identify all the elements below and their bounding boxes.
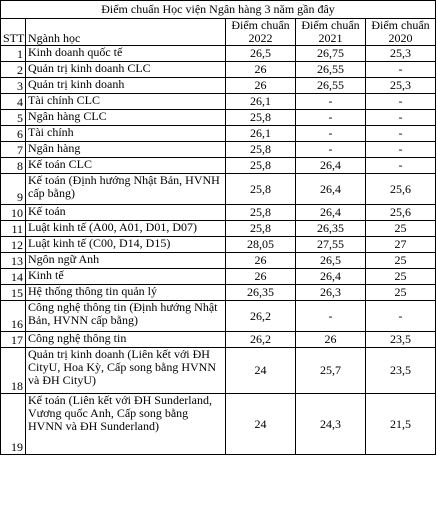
table-row [1, 237, 436, 253]
row-major: Ngân hàng CLC [26, 110, 226, 126]
row-stt: 12 [1, 237, 26, 253]
row-score-2022: 26 [226, 253, 296, 269]
row-score-2021: - [296, 110, 366, 126]
row-score-2020: 25,6 [366, 205, 436, 221]
row-score-2022: 26,1 [226, 94, 296, 110]
row-score-2020: 25,3 [366, 78, 436, 94]
table-row [1, 253, 436, 269]
row-score-2021: 26,4 [296, 269, 366, 285]
header-2021: Điểm chuẩn 2021 [296, 19, 366, 46]
row-stt: 17 [1, 332, 26, 348]
row-stt: 10 [1, 205, 26, 221]
row-score-2020: - [366, 126, 436, 142]
row-score-2022: 25,8 [226, 174, 296, 205]
row-score-2022: 25,8 [226, 221, 296, 237]
header-2022: Điểm chuẩn 2022 [226, 19, 296, 46]
header-major: Ngành học [26, 19, 226, 46]
header-2020: Điểm chuẩn 2020 [366, 19, 436, 46]
row-stt: 9 [1, 174, 26, 205]
row-score-2022: 25,8 [226, 110, 296, 126]
row-score-2021: 26,55 [296, 78, 366, 94]
row-major: Kế toán [26, 205, 226, 221]
row-major: Kinh tế [26, 269, 226, 285]
row-major: Công nghệ thông tin [26, 332, 226, 348]
table-row [1, 285, 436, 301]
row-stt: 16 [1, 301, 26, 332]
row-score-2021: 27,55 [296, 237, 366, 253]
row-score-2020: - [366, 158, 436, 174]
row-stt: 3 [1, 78, 26, 94]
row-score-2021: 26,3 [296, 285, 366, 301]
row-major: Tài chính CLC [26, 94, 226, 110]
row-stt: 15 [1, 285, 26, 301]
row-score-2022: 26,2 [226, 301, 296, 332]
row-score-2021: 26,4 [296, 205, 366, 221]
row-stt: 4 [1, 94, 26, 110]
table-title: Điểm chuẩn Học viện Ngân hàng 3 năm gần đây [1, 1, 436, 19]
row-score-2020: - [366, 110, 436, 126]
row-score-2022: 24 [226, 348, 296, 394]
row-score-2021: 26,55 [296, 62, 366, 78]
table-row [1, 221, 436, 237]
table-row [1, 332, 436, 348]
row-stt: 1 [1, 46, 26, 62]
row-stt: 5 [1, 110, 26, 126]
row-score-2020: - [366, 142, 436, 158]
table-row [1, 301, 436, 332]
row-score-2021: 26,75 [296, 46, 366, 62]
row-score-2021: 26 [296, 332, 366, 348]
row-major: Quản trị kinh doanh CLC [26, 62, 226, 78]
table-row [1, 158, 436, 174]
table-row [1, 269, 436, 285]
row-score-2022: 26 [226, 269, 296, 285]
row-score-2020: 23,5 [366, 348, 436, 394]
row-score-2022: 24 [226, 394, 296, 455]
row-score-2020: - [366, 301, 436, 332]
row-score-2020: 25,6 [366, 174, 436, 205]
row-stt: 11 [1, 221, 26, 237]
row-stt: 13 [1, 253, 26, 269]
row-score-2022: 26,35 [226, 285, 296, 301]
row-score-2020: 27 [366, 237, 436, 253]
table-body [1, 46, 436, 455]
row-major: Kế toán (Liên kết với ĐH Sunderland, Vương quốc Anh, Cấp song bằng HVNN và ĐH Sunderland) [26, 394, 226, 455]
row-score-2021: - [296, 126, 366, 142]
row-score-2020: 25,3 [366, 46, 436, 62]
row-score-2021: - [296, 301, 366, 332]
row-major: Tài chính [26, 126, 226, 142]
row-score-2022: 26,5 [226, 46, 296, 62]
row-score-2020: 25 [366, 269, 436, 285]
row-stt: 18 [1, 348, 26, 394]
row-score-2020: 21,5 [366, 394, 436, 455]
table-row [1, 62, 436, 78]
row-score-2021: 26,35 [296, 221, 366, 237]
row-score-2020: - [366, 94, 436, 110]
row-score-2022: 28,05 [226, 237, 296, 253]
row-score-2022: 26,2 [226, 332, 296, 348]
row-score-2020: 25 [366, 285, 436, 301]
row-stt: 6 [1, 126, 26, 142]
row-major: Quản trị kinh doanh (Liên kết với ĐH CityU, Hoa Kỳ, Cấp song bằng HVNN và ĐH CityU) [26, 348, 226, 394]
row-major: Hệ thống thông tin quản lý [26, 285, 226, 301]
row-score-2020: 25 [366, 253, 436, 269]
row-score-2021: 26,5 [296, 253, 366, 269]
row-stt: 7 [1, 142, 26, 158]
table-row [1, 174, 436, 205]
table-row [1, 110, 436, 126]
row-major: Kinh doanh quốc tế [26, 46, 226, 62]
row-stt: 2 [1, 62, 26, 78]
row-score-2020: 25 [366, 221, 436, 237]
row-major: Luật kinh tế (A00, A01, D01, D07) [26, 221, 226, 237]
row-score-2022: 25,8 [226, 205, 296, 221]
row-major: Quản trị kinh doanh [26, 78, 226, 94]
row-score-2021: - [296, 94, 366, 110]
table-row [1, 94, 436, 110]
table-row [1, 394, 436, 455]
row-major: Kế toán (Định hướng Nhật Bản, HVNH cấp bằng) [26, 174, 226, 205]
row-major: Ngôn ngữ Anh [26, 253, 226, 269]
row-score-2020: 23,5 [366, 332, 436, 348]
row-score-2022: 25,8 [226, 158, 296, 174]
row-major: Kế toán CLC [26, 158, 226, 174]
row-major: Công nghệ thông tin (Định hướng Nhật Bản, HVNN cấp bằng) [26, 301, 226, 332]
row-score-2021: 26,4 [296, 174, 366, 205]
row-stt: 14 [1, 269, 26, 285]
row-score-2022: 26 [226, 62, 296, 78]
table-row [1, 142, 436, 158]
row-major: Luật kinh tế (C00, D14, D15) [26, 237, 226, 253]
row-score-2022: 26 [226, 78, 296, 94]
row-score-2020: - [366, 62, 436, 78]
row-stt: 8 [1, 158, 26, 174]
table-row [1, 126, 436, 142]
header-stt: STT [1, 19, 26, 46]
row-score-2022: 26,1 [226, 126, 296, 142]
row-score-2021: 24,3 [296, 394, 366, 455]
row-score-2021: - [296, 142, 366, 158]
row-score-2021: 25,7 [296, 348, 366, 394]
row-score-2022: 25,8 [226, 142, 296, 158]
table-row [1, 205, 436, 221]
row-major: Ngân hàng [26, 142, 226, 158]
table-row [1, 348, 436, 394]
row-stt: 19 [1, 394, 26, 455]
table-row [1, 46, 436, 62]
table-row [1, 78, 436, 94]
row-score-2021: 26,4 [296, 158, 366, 174]
